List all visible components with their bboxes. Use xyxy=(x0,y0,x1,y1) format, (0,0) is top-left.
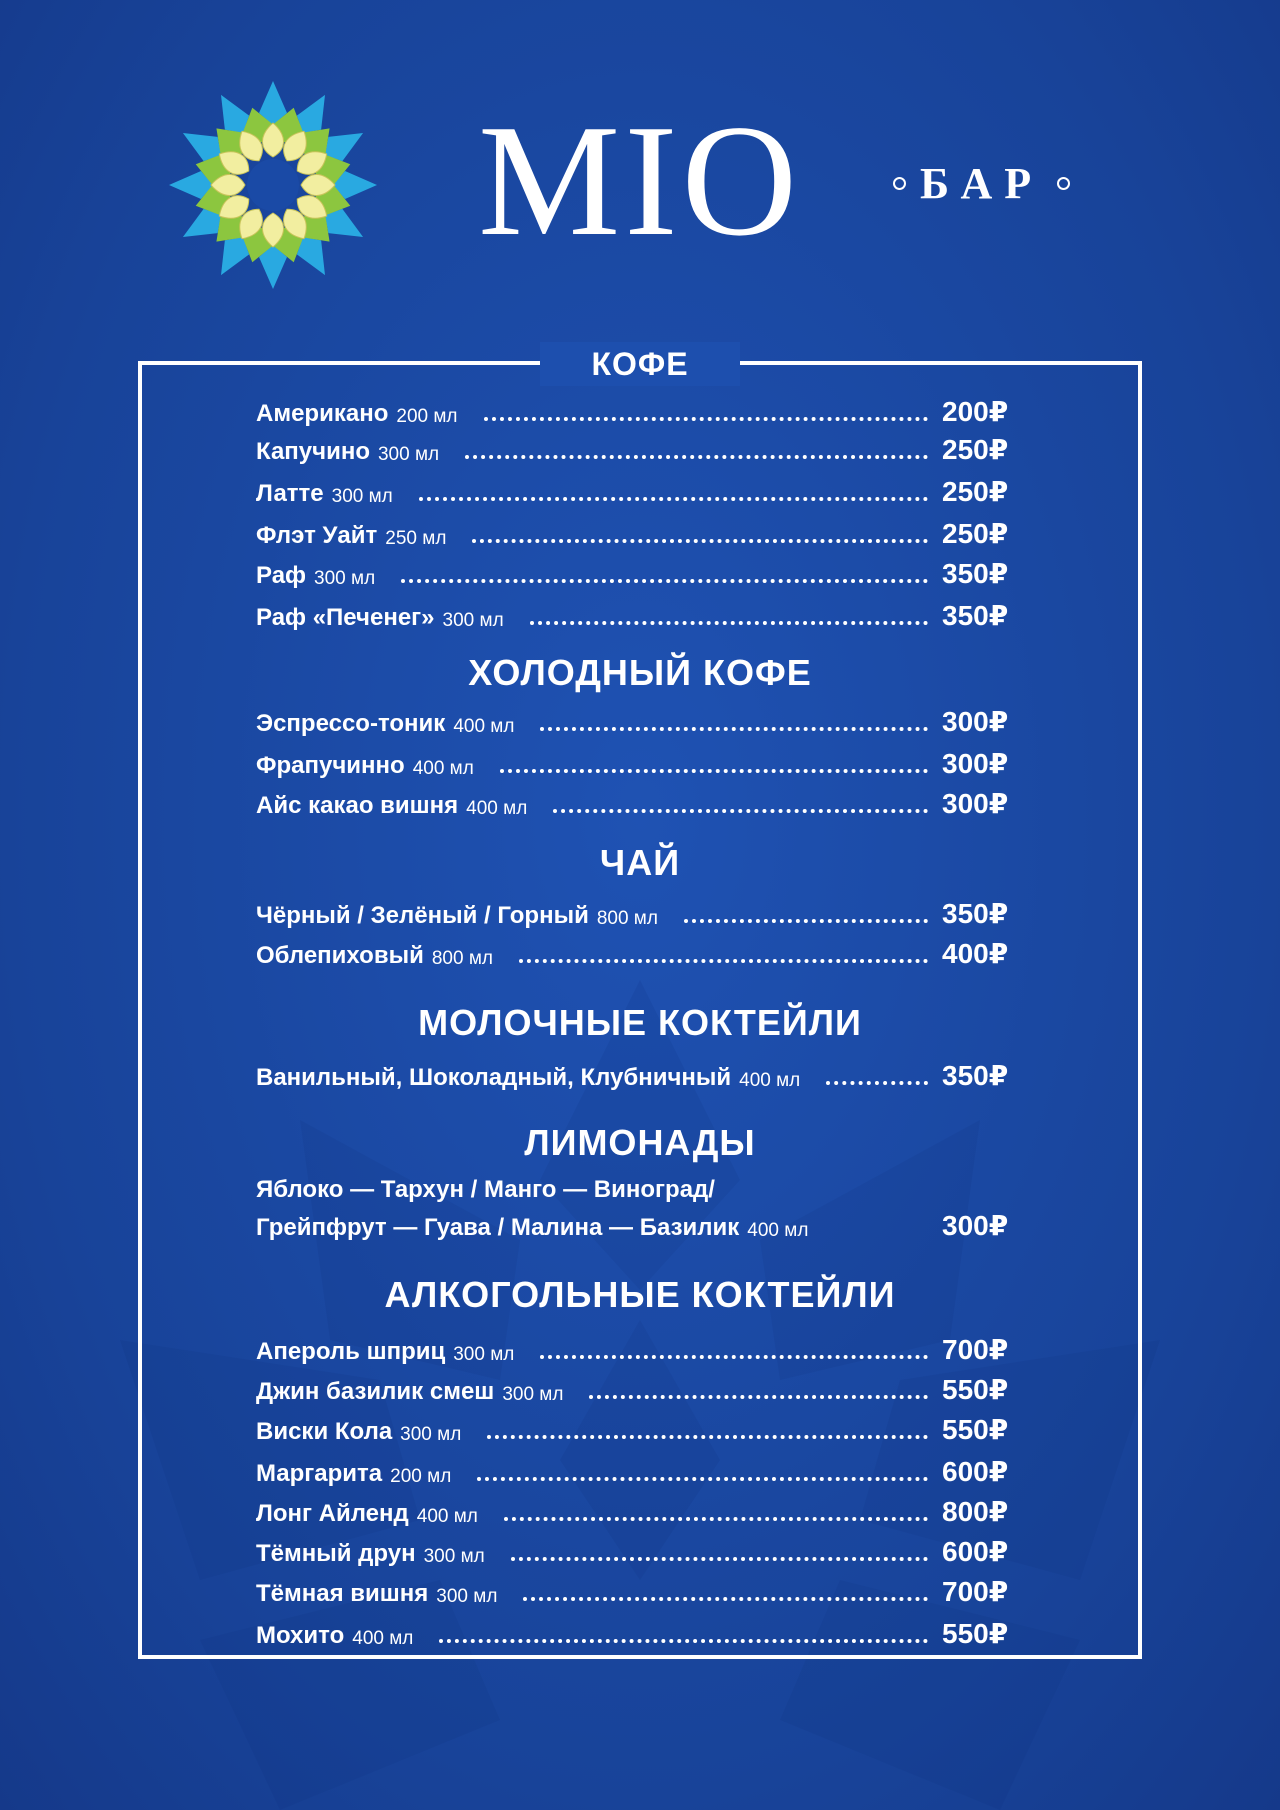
item-name: Фрапучинно xyxy=(256,752,405,779)
dot-leader xyxy=(487,1435,928,1439)
menu-item xyxy=(256,1492,1024,1528)
dot-leader xyxy=(439,1639,928,1643)
item-volume: 800 мл xyxy=(431,948,493,969)
menu-item xyxy=(256,702,1024,738)
sunflower-logo-icon xyxy=(168,78,378,293)
bullet-icon xyxy=(893,177,906,190)
dot-leader xyxy=(401,579,928,583)
item-price: 250₽ xyxy=(942,476,1009,507)
menu-item xyxy=(256,596,1024,632)
menu-item xyxy=(256,744,1024,780)
bullet-icon xyxy=(1057,177,1070,190)
item-name: Лонг Айленд xyxy=(256,1500,409,1527)
item-name: Джин базилик смеш xyxy=(256,1378,495,1405)
item-volume: 300 мл xyxy=(423,1546,485,1567)
dot-leader xyxy=(553,809,928,813)
item-name: Латте xyxy=(256,480,324,507)
dot-leader xyxy=(826,1081,928,1085)
item-volume: 300 мл xyxy=(442,610,504,631)
item-name: Ванильный, Шоколадный, Клубничный xyxy=(256,1064,732,1091)
item-price: 700₽ xyxy=(942,1334,1009,1365)
item-price: 350₽ xyxy=(942,898,1009,929)
menu-item xyxy=(256,514,1024,550)
dot-leader xyxy=(477,1477,928,1481)
dot-leader xyxy=(834,1231,928,1235)
item-name: Облепиховый xyxy=(256,942,424,969)
section-title-cocktails: АЛКОГОЛЬНЫЕ КОКТЕЙЛИ xyxy=(384,1274,896,1315)
menu-item xyxy=(256,1056,1024,1092)
brand-name: MIO xyxy=(478,91,802,269)
item-price: 600₽ xyxy=(942,1456,1009,1487)
section-title-lemonades: ЛИМОНАДЫ xyxy=(524,1122,756,1163)
menu-item xyxy=(256,392,1024,428)
menu-item xyxy=(256,1410,1024,1446)
item-price: 200₽ xyxy=(942,396,1009,427)
menu-item xyxy=(256,430,1024,466)
dot-leader xyxy=(465,455,928,459)
dot-leader xyxy=(684,919,928,923)
item-name: Тёмный друн xyxy=(256,1540,416,1567)
item-volume: 300 мл xyxy=(314,568,376,589)
menu-item xyxy=(256,554,1024,590)
lemonade-flavors-line: Яблоко — Тархун / Манго — Виноград/ xyxy=(256,1176,715,1203)
dot-leader xyxy=(523,1597,928,1601)
menu-item xyxy=(256,784,1024,820)
menu-item xyxy=(256,1532,1024,1568)
item-name: Раф «Печенег» xyxy=(256,604,435,631)
menu-item xyxy=(256,1370,1024,1406)
section-title-coffee: КОФЕ xyxy=(540,342,740,386)
dot-leader xyxy=(530,621,928,625)
item-price: 300₽ xyxy=(942,788,1009,819)
dot-leader xyxy=(472,539,928,543)
item-name: Апероль шприц xyxy=(256,1338,446,1365)
item-volume: 300 мл xyxy=(453,1344,515,1365)
item-volume: 250 мл xyxy=(385,528,447,549)
item-name: Флэт Уайт xyxy=(256,522,378,549)
item-volume: 200 мл xyxy=(390,1466,452,1487)
dot-leader xyxy=(504,1517,928,1521)
item-volume: 300 мл xyxy=(436,1586,498,1607)
item-volume: 400 мл xyxy=(416,1506,478,1527)
item-price: 350₽ xyxy=(942,600,1009,631)
item-volume: 400 мл xyxy=(466,798,528,819)
item-volume: 800 мл xyxy=(596,908,658,929)
item-price: 600₽ xyxy=(942,1536,1009,1567)
dot-leader xyxy=(500,769,928,773)
item-volume: 400 мл xyxy=(352,1628,414,1649)
item-volume: 400 мл xyxy=(412,758,474,779)
dot-leader xyxy=(484,417,928,421)
menu-item xyxy=(256,472,1024,508)
sub-brand xyxy=(893,160,1070,206)
item-price: 800₽ xyxy=(942,1496,1009,1527)
menu-item xyxy=(256,1206,1024,1242)
item-price: 550₽ xyxy=(942,1414,1009,1445)
item-volume: 300 мл xyxy=(400,1424,462,1445)
item-name: Айс какао вишня xyxy=(256,792,459,819)
section-title-milkshakes: МОЛОЧНЫЕ КОКТЕЙЛИ xyxy=(418,1002,862,1043)
item-name: Капучино xyxy=(256,438,370,465)
item-volume: 300 мл xyxy=(331,486,393,507)
dot-leader xyxy=(540,1355,928,1359)
dot-leader xyxy=(419,497,928,501)
item-price: 350₽ xyxy=(942,1060,1009,1091)
item-name: Виски Кола xyxy=(256,1418,393,1445)
sub-brand-label: БАР xyxy=(920,158,1044,208)
item-volume: 300 мл xyxy=(377,444,440,465)
item-volume: 400 мл xyxy=(453,716,515,737)
item-price: 350₽ xyxy=(942,558,1009,589)
dot-leader xyxy=(540,727,928,731)
item-price: 250₽ xyxy=(942,434,1009,465)
item-price: 550₽ xyxy=(942,1618,1009,1649)
item-name: Мохито xyxy=(256,1622,345,1649)
menu-item xyxy=(256,1572,1024,1608)
item-name: Эспрессо-тоник xyxy=(256,710,446,737)
section-title-tea: ЧАЙ xyxy=(599,842,681,883)
item-price: 300₽ xyxy=(942,748,1009,779)
menu-item xyxy=(256,894,1024,930)
item-volume: 400 мл xyxy=(747,1220,809,1241)
menu-item xyxy=(256,1452,1024,1488)
item-volume: 400 мл xyxy=(739,1070,801,1091)
item-price: 400₽ xyxy=(942,938,1009,969)
menu-item xyxy=(256,1330,1024,1366)
dot-leader xyxy=(589,1395,928,1399)
section-title-cold-coffee: ХОЛОДНЫЙ КОФЕ xyxy=(468,652,812,693)
item-price: 550₽ xyxy=(942,1374,1009,1405)
item-name: Маргарита xyxy=(256,1460,383,1487)
item-name: Американо xyxy=(256,400,389,427)
menu-item xyxy=(256,1614,1024,1650)
item-name: Чёрный / Зелёный / Горный xyxy=(256,902,589,929)
dot-leader xyxy=(511,1557,928,1561)
dot-leader xyxy=(519,959,928,963)
item-price: 250₽ xyxy=(942,518,1009,549)
item-price: 300₽ xyxy=(942,706,1009,737)
item-name: Грейпфрут — Гуава / Малина — Базилик xyxy=(256,1214,740,1241)
item-name: Раф xyxy=(256,562,307,589)
item-volume: 300 мл xyxy=(502,1384,564,1405)
item-price: 300₽ xyxy=(942,1210,1009,1241)
item-price: 700₽ xyxy=(942,1576,1009,1607)
item-name: Тёмная вишня xyxy=(256,1580,429,1607)
item-volume: 200 мл xyxy=(396,406,458,427)
menu-item xyxy=(256,934,1024,970)
